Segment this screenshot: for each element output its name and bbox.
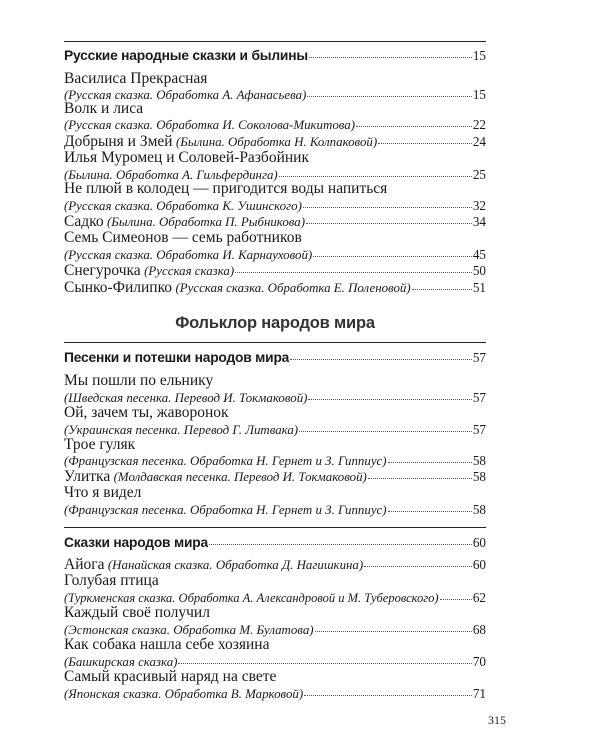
entry-title: Снегурочка	[64, 263, 141, 279]
page-ref: 24	[472, 134, 486, 149]
entry-note: (Былина. Обработка П. Рыбникова)	[107, 215, 306, 229]
entry-note: (Русская сказка)	[144, 264, 235, 278]
section-heading-row	[64, 48, 486, 64]
entry-title: Каждый своё получил	[64, 605, 210, 621]
page-ref: 58	[472, 502, 486, 517]
section-heading-row	[64, 350, 486, 366]
entry-title: Голубая птица	[64, 573, 159, 589]
entry-title-row	[64, 405, 486, 421]
entry-title-row	[64, 101, 486, 117]
page-ref: 62	[472, 590, 486, 605]
entry-note: (Русская сказка. Обработка Е. Поленовой)	[175, 281, 411, 295]
entry-note: (Японская сказка. Обработка В. Марковой)	[64, 687, 304, 701]
entry-title: Волк и лиса	[64, 101, 144, 117]
page-ref: 25	[472, 167, 486, 182]
page-ref: 58	[472, 453, 486, 468]
section-rule	[64, 342, 486, 343]
page-ref: 45	[472, 247, 486, 262]
page-ref: 15	[472, 87, 486, 102]
page-ref: 15	[472, 48, 486, 63]
entry-note-row	[64, 686, 486, 702]
entry-title: Улитка	[64, 469, 111, 485]
page-ref: 58	[472, 469, 486, 484]
entry-title: Айога	[64, 557, 105, 573]
leader-dots	[412, 280, 472, 290]
leader-dots	[306, 214, 472, 224]
entry-title: Трое гуляк	[64, 437, 136, 453]
leader-dots	[307, 87, 471, 97]
page-ref: 50	[472, 263, 486, 278]
leader-dots	[209, 535, 472, 545]
entry-title: Самый красивый наряд на свете	[64, 669, 277, 685]
entry-title-row	[64, 373, 486, 389]
entry-note-row	[64, 654, 486, 670]
entry-note: (Французская песенка. Обработка Н. Гернет и З. Гиппиус)	[64, 454, 387, 468]
page-ref: 34	[472, 214, 486, 229]
leader-dots	[315, 622, 472, 632]
page-ref: 60	[472, 535, 486, 550]
entry-title: Семь Симеонов — семь работников	[64, 230, 302, 246]
leader-dots	[299, 422, 472, 432]
leader-dots	[304, 686, 472, 696]
entry-title-row	[64, 605, 486, 621]
entry-title: Не плюй в колодец — пригодится воды напиться	[64, 181, 388, 197]
page-number: 315	[488, 713, 506, 727]
entry-title: Илья Муромец и Соловей-Разбойник	[64, 150, 309, 166]
entry-inline-row	[64, 134, 486, 150]
page-ref: 22	[472, 117, 486, 132]
entry-note: (Шведская песенка. Перевод И. Токмаковой)	[64, 391, 308, 405]
entry-note: (Молдавская песенка. Перевод И. Токмаковой)	[113, 470, 367, 484]
page-ref: 60	[472, 557, 486, 572]
entry-inline-row	[64, 263, 486, 279]
section-rule	[64, 41, 486, 42]
entry-title-row	[64, 230, 486, 246]
entry-note-row	[64, 422, 486, 438]
entry-title-row	[64, 181, 486, 197]
entry-title-row	[64, 637, 486, 653]
entry-title: Садко	[64, 214, 104, 230]
entry-note: (Былина. Обработка А. Гильфердинга)	[64, 168, 278, 182]
entry-note-row	[64, 622, 486, 638]
leader-dots	[364, 557, 472, 567]
leader-dots	[313, 247, 472, 257]
section-rule	[64, 527, 486, 528]
page-ref: 57	[472, 390, 486, 405]
leader-dots	[235, 263, 472, 273]
entry-title-row	[64, 573, 486, 589]
entry-note-row	[64, 198, 486, 214]
entry-title: Что я видел	[64, 485, 142, 501]
page-ref: 57	[472, 350, 486, 365]
leader-dots	[388, 502, 472, 512]
page-ref: 32	[472, 198, 486, 213]
section-title: Русские народные сказки и былины	[64, 48, 308, 63]
entry-title: Мы пошли по ельнику	[64, 373, 214, 389]
entry-title: Василиса Прекрасная	[64, 71, 208, 87]
entry-title-row	[64, 669, 486, 685]
entry-title: Сынко-Филипко	[64, 280, 173, 296]
entry-note-row	[64, 117, 486, 133]
entry-title-row	[64, 485, 486, 501]
entry-note: (Эстонская сказка. Обработка М. Булатова)	[64, 623, 314, 637]
entry-title-row	[64, 150, 486, 166]
leader-dots	[378, 134, 472, 144]
leader-dots	[356, 117, 472, 127]
page-ref: 71	[472, 686, 486, 701]
entry-note-row	[64, 590, 486, 606]
entry-note: (Башкирская сказка)	[64, 655, 178, 669]
leader-dots	[303, 198, 472, 208]
leader-dots	[178, 654, 471, 664]
page-ref: 57	[472, 422, 486, 437]
entry-note: (Русская сказка. Обработка К. Ушинского)	[64, 199, 302, 213]
entry-title: Добрыня и Змей	[64, 134, 173, 150]
entry-inline-row	[64, 557, 486, 573]
entry-note-row	[64, 390, 486, 406]
section-title: Сказки народов мира	[64, 535, 208, 550]
entry-note: (Русская сказка. Обработка А. Афанасьева)	[64, 88, 307, 102]
entry-inline-row	[64, 214, 486, 230]
entry-note: (Русская сказка. Обработка И. Соколова-Микитова)	[64, 118, 356, 132]
section-title: Песенки и потешки народов мира	[64, 350, 290, 365]
page-ref: 68	[472, 622, 486, 637]
entry-title-row	[64, 437, 486, 453]
entry-note-row	[64, 247, 486, 263]
entry-note: (Украинская песенка. Перевод Г. Литвака)	[64, 423, 299, 437]
entry-note: (Нанайская сказка. Обработка Д. Нагишкина)	[107, 558, 364, 572]
page-ref: 51	[472, 280, 486, 295]
entry-note-row	[64, 502, 486, 518]
entry-title: Как собака нашла себе хозяина	[64, 637, 270, 653]
page-ref: 70	[472, 654, 486, 669]
entry-note: (Русская сказка. Обработка И. Карнауховой)	[64, 248, 313, 262]
leader-dots	[368, 469, 472, 479]
entry-note: (Французская песенка. Обработка Н. Гернет и З. Гиппиус)	[64, 503, 387, 517]
leader-dots	[290, 350, 472, 360]
section-heading-row	[64, 535, 486, 551]
leader-dots	[279, 167, 472, 177]
leader-dots	[388, 453, 472, 463]
entry-inline-row	[64, 469, 486, 485]
entry-inline-row	[64, 280, 486, 296]
entry-title: Ой, зачем ты, жаворонок	[64, 405, 229, 421]
entry-note: (Туркменская сказка. Обработка А. Александровой и М. Туберовского)	[64, 591, 439, 605]
entry-note: (Былина. Обработка Н. Колпаковой)	[176, 135, 378, 149]
leader-dots	[440, 590, 472, 600]
leader-dots	[309, 48, 472, 58]
entry-title-row	[64, 71, 486, 87]
part-header: Фольклор народов мира	[175, 314, 375, 332]
entry-note-row	[64, 453, 486, 469]
leader-dots	[308, 390, 471, 400]
